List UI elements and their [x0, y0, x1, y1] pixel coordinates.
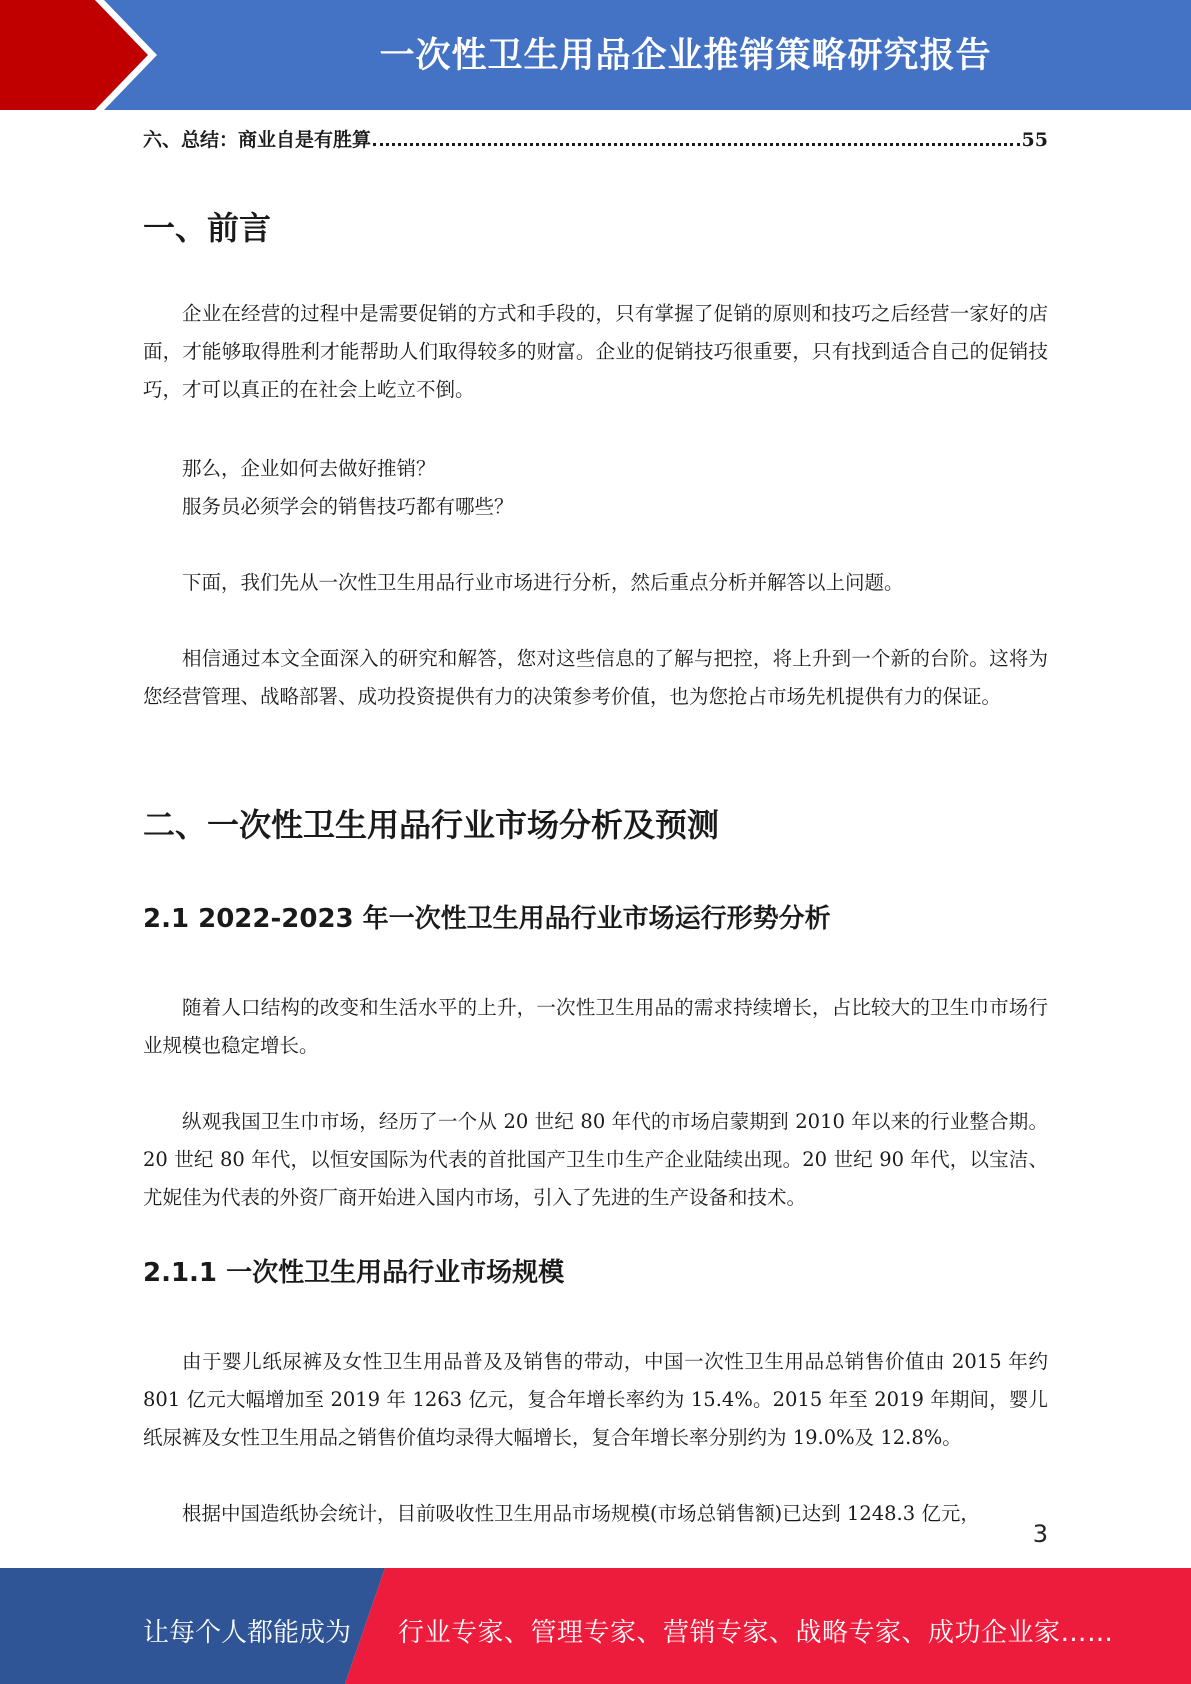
subsection-heading-2-1: 2.1 2022-2023 年一次性卫生用品行业市场运行形势分析	[143, 904, 831, 934]
footer-slogan-right: 行业专家、管理专家、营销专家、战略专家、成功企业家……	[398, 1618, 1114, 1648]
page-header	[0, 0, 1191, 110]
page-content	[143, 125, 1048, 1525]
preface-question-2: 服务员必须学会的销售技巧都有哪些？	[182, 495, 514, 518]
toc-entry-label: 六、总结：商业自是有胜算	[143, 129, 372, 151]
page-footer	[0, 1568, 1191, 1684]
footer-slogan-left: 让每个人都能成为	[143, 1618, 352, 1648]
preface-paragraph-3: 相信通过本文全面深入的研究和解答，您对这些信息的了解与把控，将上升到一个新的台阶。这将为您经营管理、战略部署、成功投资提供有力的决策参考价值，也为您抢占市场先机提供有力的保证。	[143, 647, 1048, 708]
section-heading-preface: 一、前言	[143, 209, 272, 247]
section-heading-market-analysis: 二、一次性卫生用品行业市场分析及预测	[143, 806, 720, 844]
market-size-paragraph-2: 根据中国造纸协会统计，目前吸收性卫生用品市场规模(市场总销售额)已达到 1248.3 亿元，	[182, 1502, 980, 1525]
preface-paragraph-1: 企业在经营的过程中是需要促销的方式和手段的，只有掌握了促销的原则和技巧之后经营一家好的店面，才能够取得胜利才能帮助人们取得较多的财富。企业的促销技巧很重要，只有找到适合自己的促销技巧，才可以真正的在社会上屹立不倒。	[143, 302, 1048, 401]
market-paragraph-1: 随着人口结构的改变和生活水平的上升，一次性卫生用品的需求持续增长，占比较大的卫生巾市场行业规模也稳定增长。	[143, 996, 1048, 1057]
toc-entry-page: 55	[1021, 129, 1048, 151]
report-title: 一次性卫生用品企业推销策略研究报告	[379, 36, 992, 76]
subsection-heading-2-1-1: 2.1.1 一次性卫生用品行业市场规模	[143, 1258, 565, 1288]
header-chevron-decoration	[0, 0, 170, 110]
toc-entry[interactable]	[143, 125, 1048, 157]
market-size-paragraph-1: 由于婴儿纸尿裤及女性卫生用品普及及销售的带动，中国一次性卫生用品总销售价值由 2015 年约 801 亿元大幅增加至 2019 年 1263 亿元，复合年增长率约为 15.4%。2015 年至 2019 年期间，婴儿纸尿裤及女性卫生用品之销售价值均录得大幅增长，复合年增长率分别约为 19.0%及 12.8%。	[143, 1350, 1048, 1449]
toc-leader-dots	[373, 142, 1020, 146]
market-paragraph-2: 纵观我国卫生巾市场，经历了一个从 20 世纪 80 年代的市场启蒙期到 2010 年以来的行业整合期。20 世纪 80 年代，以恒安国际为代表的首批国产卫生巾生产企业陆续出现。20 世纪 90 年代，以宝洁、尤妮佳为代表的外资厂商开始进入国内市场，引入了先进的生产设备和技术。	[143, 1110, 1048, 1209]
preface-question-1: 那么，企业如何去做好推销？	[182, 457, 436, 480]
preface-paragraph-2: 下面，我们先从一次性卫生用品行业市场进行分析，然后重点分析并解答以上问题。	[182, 571, 904, 594]
page-number: 3	[1032, 1520, 1048, 1548]
